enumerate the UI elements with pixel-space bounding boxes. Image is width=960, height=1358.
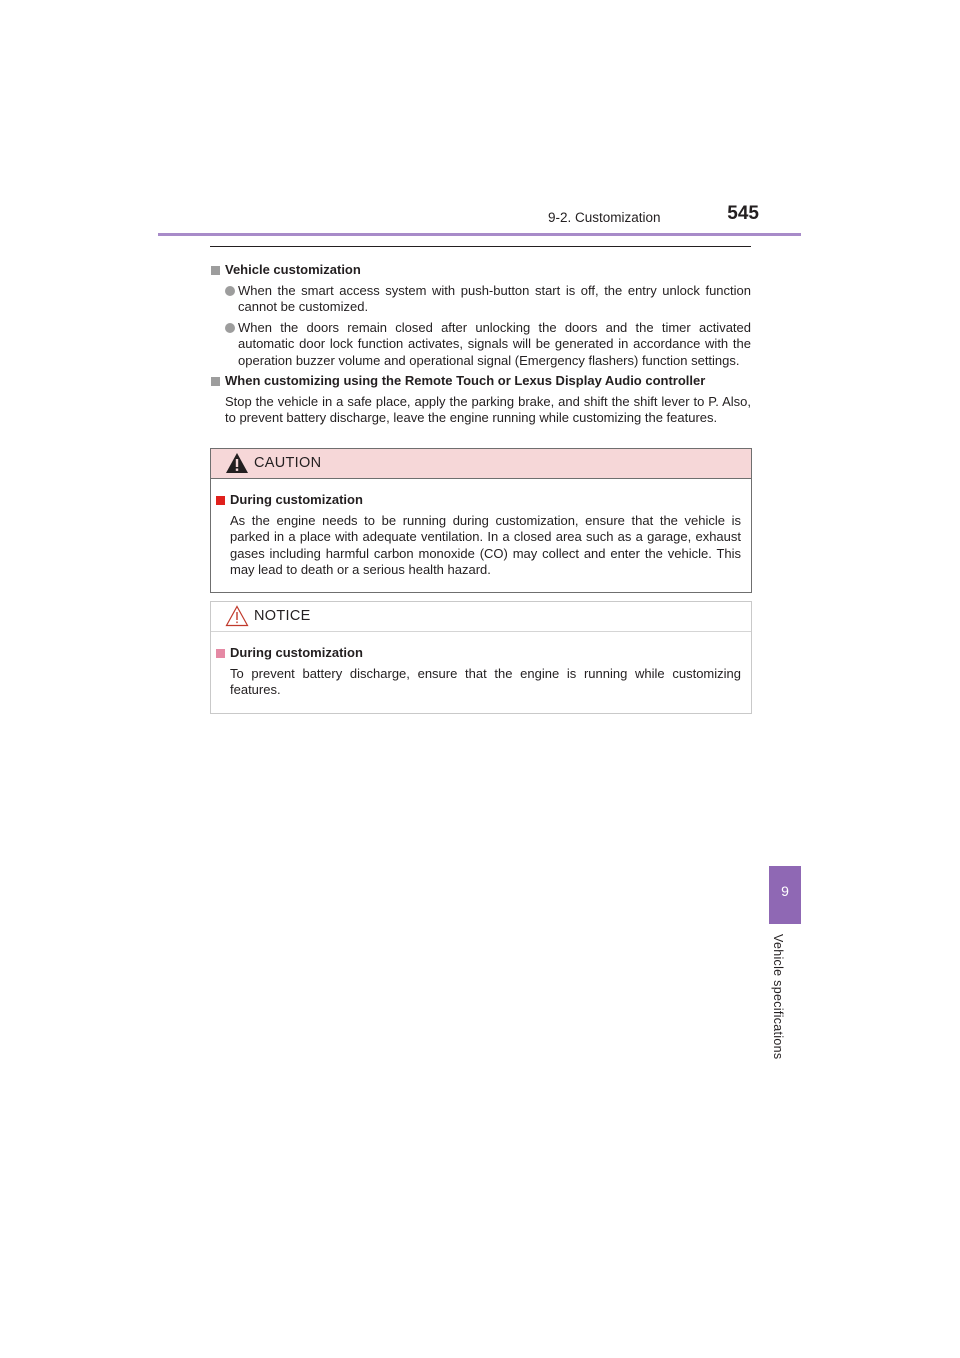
notice-title: NOTICE <box>254 608 311 624</box>
bullet-text: When the smart access system with push-button start is off, the entry unlock function cannot be customized. <box>238 282 751 314</box>
caution-header <box>211 449 751 479</box>
content-top-rule <box>210 246 751 247</box>
caution-text: As the engine needs to be running during customization, ensure that the vehicle is parked in a place with adequate ventilation. In a closed area such as a garage, exhaust gases including harmful carbon monoxide (CO) may collect and enter the vehicle. This may lead to death or a serious health hazard. <box>230 512 741 577</box>
bullet-text: When the doors remain closed after unlocking the doors and the timer activated automatic door lock function activates, signals will be generated in accordance with the operation buzzer volume and operational signal (Emergency flashers) function settings. <box>238 319 751 368</box>
notice-text: To prevent battery discharge, ensure that the engine is running while customizing features. <box>230 665 741 697</box>
notice-body <box>211 632 751 699</box>
warning-triangle-outline-icon <box>225 605 249 627</box>
chapter-number: 9 <box>781 883 789 899</box>
page-number: 545 <box>727 203 759 224</box>
square-bullet-icon <box>216 649 225 658</box>
notice-heading <box>215 645 741 662</box>
square-bullet-icon <box>216 496 225 505</box>
header-rule <box>158 233 801 236</box>
main-content <box>210 258 751 427</box>
remote-touch-heading <box>210 373 751 390</box>
chapter-tab <box>769 866 801 924</box>
caution-heading <box>215 492 741 509</box>
notice-header <box>211 602 751 632</box>
chapter-label <box>771 934 791 1074</box>
heading-text: When customizing using the Remote Touch or Lexus Display Audio controller <box>225 373 706 388</box>
section-title: 9-2. Customization <box>548 210 661 225</box>
circle-bullet-icon <box>225 323 235 333</box>
caution-title: CAUTION <box>254 455 322 471</box>
remote-touch-text: Stop the vehicle in a safe place, apply the parking brake, and shift the shift lever to P. Also, to prevent battery discharge, leave the engine running while customizing the features. <box>225 393 751 425</box>
vehicle-customization-heading <box>210 262 751 279</box>
bullet-item <box>210 320 751 370</box>
notice-box <box>210 601 752 714</box>
bullet-item <box>210 283 751 316</box>
page-header <box>158 196 801 236</box>
chapter-title: Vehicle specifications <box>771 934 785 1060</box>
warning-triangle-icon <box>225 452 249 474</box>
circle-bullet-icon <box>225 286 235 296</box>
heading-text: During customization <box>230 645 363 660</box>
caution-box <box>210 448 752 593</box>
caution-body <box>211 479 751 579</box>
square-bullet-icon <box>211 377 220 386</box>
square-bullet-icon <box>211 266 220 275</box>
heading-text: Vehicle customization <box>225 262 361 277</box>
heading-text: During customization <box>230 492 363 507</box>
